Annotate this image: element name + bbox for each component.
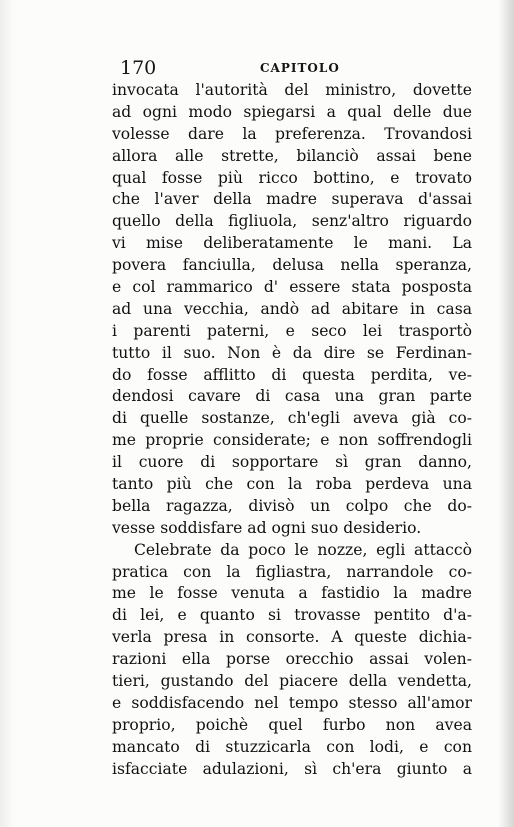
- page-right-edge: [498, 0, 514, 827]
- text-line: me proprie considerate; e non soffrendogli: [112, 431, 472, 450]
- text-line: che l'aver della madre superava d'assai: [112, 190, 472, 209]
- page-left-shadow: [0, 0, 14, 827]
- text-line: mancato di stuzzicarla con lodi, e con: [112, 737, 472, 756]
- text-line: razioni ella porse orecchio assai volen-: [112, 650, 472, 669]
- text-line: di lei, e quanto si trovasse pentito d'a-: [112, 606, 472, 625]
- text-line: quello della figliuola, senz'altro riguardo: [112, 212, 472, 231]
- text-line: allora alle strette, bilanciò assai bene: [112, 146, 472, 165]
- text-line: il cuore di sopportare sì gran danno,: [112, 453, 472, 472]
- text-line: proprio, poichè quel furbo non avea: [112, 715, 472, 734]
- text-line: do fosse afflitto di questa perdita, ve-: [112, 365, 472, 384]
- text-line: povera fanciulla, delusa nella speranza,: [112, 256, 472, 275]
- text-line: bella ragazza, divisò un colpo che do-: [112, 496, 472, 515]
- text-line: verla presa in consorte. A queste dichia-: [112, 628, 472, 647]
- text-line: pratica con la figliastra, narrandole co-: [112, 562, 472, 581]
- text-line: volesse dare la preferenza. Trovandosi: [112, 124, 472, 143]
- text-line: ad ogni modo spiegarsi a qual delle due: [112, 102, 472, 121]
- text-line: tanto più che con la roba perdeva una: [112, 475, 472, 494]
- text-line: tieri, gustando del piacere della vendetta,: [112, 672, 472, 691]
- text-line: ad una vecchia, andò ad abitare in casa: [112, 299, 472, 318]
- text-line: invocata l'autorità del ministro, dovette: [112, 81, 472, 99]
- text-line: me le fosse venuta a fastidio la madre: [112, 584, 472, 603]
- text-line: e soddisfacendo nel tempo stesso all'amor: [112, 693, 472, 712]
- text-line: e col rammarico d' essere stata posposta: [112, 278, 472, 297]
- text-line: isfacciate adulazioni, sì ch'era giunto a: [112, 759, 472, 778]
- text-line: i parenti paterni, e seco lei trasportò: [112, 321, 472, 340]
- body-text: [112, 80, 472, 781]
- running-head: CAPITOLO: [260, 61, 340, 75]
- text-line: dendosi cavare di casa una gran parte: [112, 387, 472, 406]
- text-line: di quelle sostanze, ch'egli aveva già co-: [112, 409, 472, 428]
- page-number: 170: [120, 57, 157, 79]
- paragraph-start-line: Celebrate da poco le nozze, egli attaccò: [134, 540, 472, 559]
- paragraph-end-line: vesse soddisfare ad ogni suo desiderio.: [112, 518, 422, 537]
- text-line: tutto il suo. Non è da dire se Ferdinan-: [112, 343, 472, 362]
- text-line: qual fosse più ricco bottino, e trovato: [112, 168, 472, 187]
- text-line: vi mise deliberatamente le mani. La: [112, 234, 472, 253]
